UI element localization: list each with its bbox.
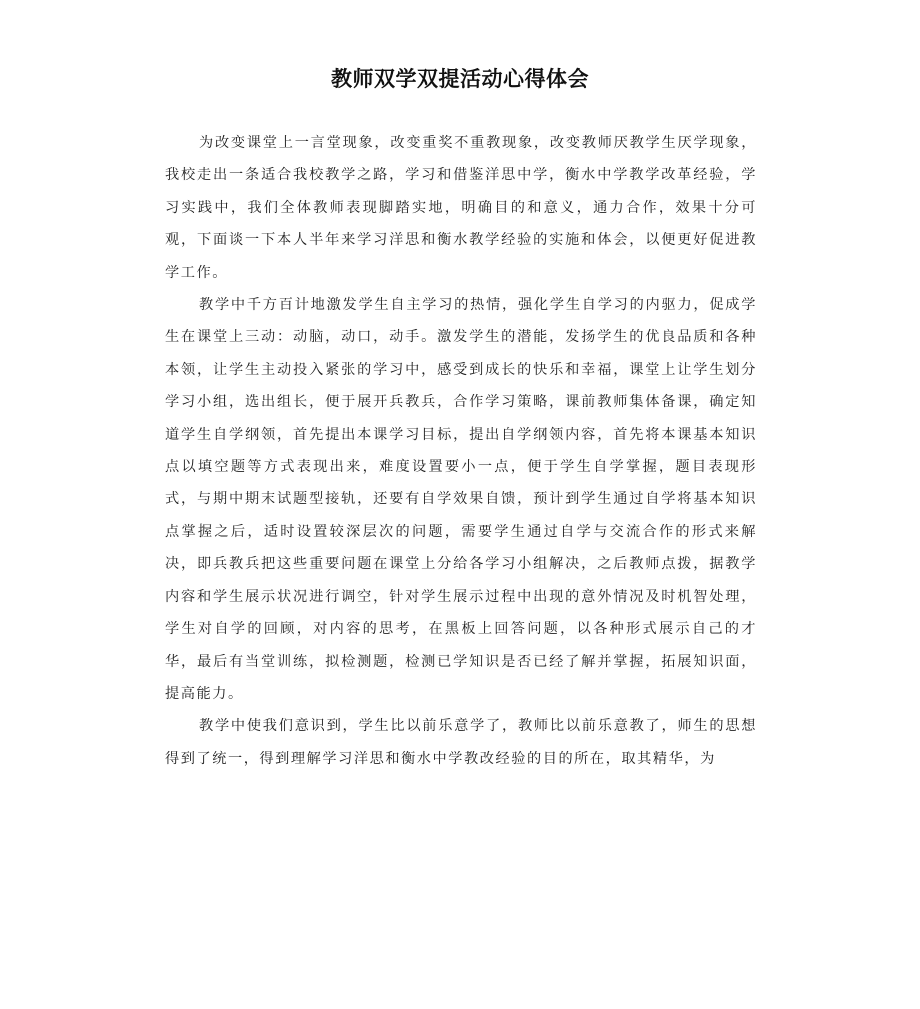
paragraph-3: 教学中使我们意识到，学生比以前乐意学了，教师比以前乐意教了，师生的思想得到了统一，得到理解学习洋思和衡水中学教改经验的目的所在，取其精华，为 — [165, 718, 757, 767]
document-body — [165, 127, 757, 775]
document-title: 教师双学双提活动心得体会 — [331, 67, 589, 91]
paragraph-1: 为改变课堂上一言堂现象，改变重奖不重教现象，改变教师厌教学生厌学现象，我校走出一条适合我校教学之路，学习和借鉴洋思中学，衡水中学教学改革经验，学习实践中，我们全体教师表现脚踏实地，明确目的和意义，通力合作，效果十分可观，下面谈一下本人半年来学习洋思和衡水教学经验的实施和体会，以便更好促进教学工作。 — [165, 135, 757, 281]
paragraph-2: 教学中千方百计地激发学生自主学习的热情，强化学生自学习的内驱力，促成学生在课堂上三动：动脑，动口，动手。激发学生的潜能，发扬学生的优良品质和各种本领，让学生主动投入紧张的学习中，感受到成长的快乐和幸福，课堂上让学生划分学习小组，选出组长，便于展开兵教兵，合作学习策略，课前教师集体备课，确定知道学生自学纲领，首先提出本课学习目标，提出自学纲领内容，首先将本课基本知识点以填空题等方式表现出来，难度设置要小一点，便于学生自学掌握，题目表现形式，与期中期末试题型接轨，还要有自学效果自馈，预计到学生通过自学将基本知识点掌握之后，适时设置较深层次的问题，需要学生通过自学与交流合作的形式来解决，即兵教兵把这些重要问题在课堂上分给各学习小组解决，之后教师点拨，据教学内容和学生展示状况进行调空，针对学生展示过程中出现的意外情况及时机智处理，学生对自学的回顾，对内容的思考，在黑板上回答问题，以各种形式展示自己的才华，最后有当堂训练，拟检测题，检测已学知识是否已经了解并掌握，拓展知识面，提高能力。 — [165, 297, 757, 702]
